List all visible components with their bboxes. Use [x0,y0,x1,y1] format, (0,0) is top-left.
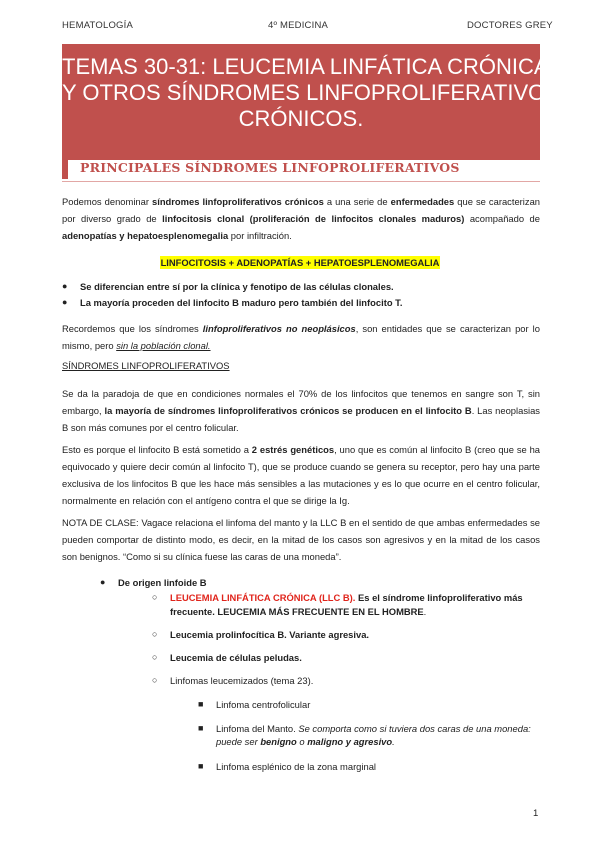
square-bullet-icon: ■ [198,761,204,771]
bullet-icon: ● [100,577,106,587]
title-line-3: CRÓNICOS. [238,106,364,131]
header-authors: DOCTORES GREY [467,20,553,31]
title-line-2: Y OTROS SÍNDROMES LINFOPROLIFERATIVOS [62,80,560,105]
non-neoplastic-paragraph: Recordemos que los síndromes linfoproliferativos no neoplásicos, son entidades que se caracterizan por lo mismo, pero sin la población clonal. [62,323,540,351]
circle-bullet-icon: ○ [152,629,158,639]
highlighted-summary: LINFOCITOSIS + ADENOPATÍAS + HEPATOESPLENOMEGALIA [160,257,440,268]
intro-paragraph: Podemos denominar síndromes linfoproliferativos crónicos a una serie de enfermedades que se caracterizan por diverso grado de linfocitosis clonal (proliferación de linfocitos clonales maduros) acompañado de adenopatías y hepatoesplenomegalia por infiltración. [62,196,540,241]
page-number: 1 [533,808,539,819]
document-title [62,44,560,160]
section-heading [62,157,540,182]
circle-bullet-icon: ○ [152,675,158,685]
subheading: SÍNDROMES LINFOPROLIFERATIVOS [62,360,230,371]
bullet-icon: ● [62,281,68,291]
genetic-stress-paragraph: Esto es porque el linfocito B está sometido a 2 estrés genéticos, uno que es común al linfocito B (creo que se ha equivocado y quiere decir común al linfocito T), que se produce cuando se genera su receptor, pero hay una parte exclusiva de los linfocitos B que les hace más sensibles a las mutaciones y es lo que ocurre en el centro folicular, normalmente en relación con el antígeno contra el que se dirige la Ig. [62,444,541,506]
title-line-1: TEMAS 30-31: LEUCEMIA LINFÁTICA CRÓNICA [62,54,549,79]
class-note-paragraph: NOTA DE CLASE: Vagace relaciona el linfoma del manto y la LLC B en el sentido de que ambas enfermedades se pueden comportar de distinto modo, es decir, en la mitad de los casos son agresivos y en la mitad de los casos son benignos. “Como si su clínica fuese las caras de una moneda”. [62,517,540,562]
bullet-icon: ● [62,297,68,307]
header-subject: HEMATOLOGÍA [62,20,134,31]
square-bullet-icon: ■ [198,699,204,709]
circle-bullet-icon: ○ [152,592,158,602]
square-bullet-icon: ■ [198,723,204,733]
circle-bullet-icon: ○ [152,652,158,662]
paradox-paragraph: Se da la paradoja de que en condiciones normales el 70% de los linfocitos que tenemos en sangre son T, sin embargo, la mayoría de síndromes linfoproliferativos crónicos se producen en el linfocito B. Las neoplasias B son más comunes por el centro folicular. [62,388,540,433]
highlight-line [0,253,600,271]
section-heading-accent-bar [62,159,68,179]
section-heading-text: PRINCIPALES SÍNDROMES LINFOPROLIFERATIVOS [80,160,460,175]
header-course: 4º MEDICINA [268,20,329,31]
